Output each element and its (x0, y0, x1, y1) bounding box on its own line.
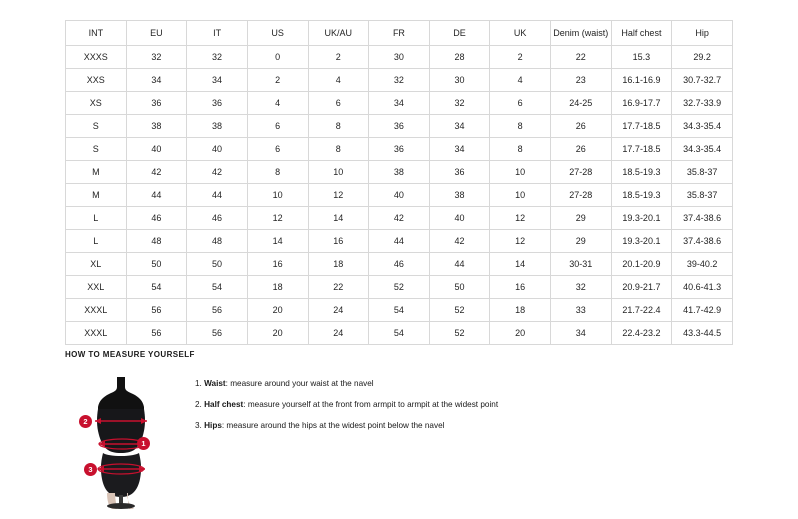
cell-fr: 54 (369, 322, 430, 345)
cell-eu: 54 (126, 276, 187, 299)
cell-half-chest: 19.3-20.1 (611, 230, 672, 253)
cell-denim-waist: 29 (551, 230, 612, 253)
cell-hip: 34.3-35.4 (672, 138, 733, 161)
cell-hip: 30.7-32.7 (672, 69, 733, 92)
cell-it: 54 (187, 276, 248, 299)
cell-int: S (66, 115, 127, 138)
cell-eu: 32 (126, 46, 187, 69)
table-body (66, 46, 733, 345)
cell-it: 34 (187, 69, 248, 92)
cell-hip: 29.2 (672, 46, 733, 69)
measure-note-text: : measure yourself at the front from armpit to armpit at the widest point (243, 399, 499, 409)
cell-uk: 12 (490, 230, 551, 253)
cell-us: 16 (247, 253, 308, 276)
cell-uk-au: 2 (308, 46, 369, 69)
cell-int: XXL (66, 276, 127, 299)
table-row (66, 322, 733, 345)
cell-it: 42 (187, 161, 248, 184)
cell-uk: 8 (490, 115, 551, 138)
column-header-hip: Hip (672, 21, 733, 46)
measure-note-text: : measure around your waist at the navel (225, 379, 374, 388)
cell-us: 8 (247, 161, 308, 184)
cell-half-chest: 22.4-23.2 (611, 322, 672, 345)
cell-us: 18 (247, 276, 308, 299)
measure-note-number: 1. (195, 379, 202, 388)
cell-hip: 39-40.2 (672, 253, 733, 276)
cell-eu: 40 (126, 138, 187, 161)
cell-half-chest: 16.1-16.9 (611, 69, 672, 92)
cell-uk: 6 (490, 92, 551, 115)
cell-half-chest: 19.3-20.1 (611, 207, 672, 230)
table-row (66, 46, 733, 69)
cell-de: 34 (429, 115, 490, 138)
cell-de: 52 (429, 322, 490, 345)
measure-badge-3: 3 (84, 463, 97, 476)
cell-it: 40 (187, 138, 248, 161)
cell-hip: 37.4-38.6 (672, 207, 733, 230)
cell-uk-au: 8 (308, 138, 369, 161)
cell-fr: 46 (369, 253, 430, 276)
cell-us: 6 (247, 138, 308, 161)
cell-eu: 46 (126, 207, 187, 230)
measure-note-term: Half chest (204, 399, 244, 409)
how-to-measure-section (65, 350, 765, 509)
cell-it: 38 (187, 115, 248, 138)
cell-denim-waist: 33 (551, 299, 612, 322)
cell-eu: 42 (126, 161, 187, 184)
column-header-eu: EU (126, 21, 187, 46)
measure-badge-2: 2 (79, 415, 92, 428)
cell-uk-au: 18 (308, 253, 369, 276)
cell-it: 44 (187, 184, 248, 207)
table-row (66, 184, 733, 207)
cell-int: XXXL (66, 299, 127, 322)
cell-half-chest: 18.5-19.3 (611, 184, 672, 207)
cell-us: 20 (247, 299, 308, 322)
cell-eu: 56 (126, 322, 187, 345)
cell-it: 48 (187, 230, 248, 253)
cell-fr: 52 (369, 276, 430, 299)
cell-fr: 42 (369, 207, 430, 230)
how-to-measure-body (65, 369, 765, 509)
cell-denim-waist: 27-28 (551, 184, 612, 207)
mannequin-illustration (65, 369, 180, 509)
cell-uk: 8 (490, 138, 551, 161)
column-header-denim-waist: Denim (waist) (551, 21, 612, 46)
cell-us: 6 (247, 115, 308, 138)
cell-de: 28 (429, 46, 490, 69)
table-row (66, 253, 733, 276)
measure-note-number: 2. (195, 399, 202, 409)
cell-int: XL (66, 253, 127, 276)
cell-hip: 40.6-41.3 (672, 276, 733, 299)
cell-de: 52 (429, 299, 490, 322)
cell-uk: 16 (490, 276, 551, 299)
cell-uk-au: 22 (308, 276, 369, 299)
cell-us: 14 (247, 230, 308, 253)
cell-int: XXXS (66, 46, 127, 69)
cell-de: 30 (429, 69, 490, 92)
cell-uk: 20 (490, 322, 551, 345)
cell-uk-au: 16 (308, 230, 369, 253)
cell-it: 32 (187, 46, 248, 69)
table-row (66, 138, 733, 161)
mannequin-figure (65, 369, 180, 509)
cell-it: 56 (187, 322, 248, 345)
cell-fr: 44 (369, 230, 430, 253)
cell-hip: 41.7-42.9 (672, 299, 733, 322)
cell-de: 34 (429, 138, 490, 161)
cell-fr: 32 (369, 69, 430, 92)
cell-denim-waist: 24-25 (551, 92, 612, 115)
cell-hip: 37.4-38.6 (672, 230, 733, 253)
column-header-us: US (247, 21, 308, 46)
measure-notes-list (195, 369, 498, 442)
cell-half-chest: 15.3 (611, 46, 672, 69)
cell-it: 50 (187, 253, 248, 276)
cell-uk: 14 (490, 253, 551, 276)
cell-uk: 4 (490, 69, 551, 92)
cell-int: M (66, 161, 127, 184)
column-header-uk: UK (490, 21, 551, 46)
cell-uk-au: 4 (308, 69, 369, 92)
cell-us: 20 (247, 322, 308, 345)
cell-eu: 44 (126, 184, 187, 207)
cell-denim-waist: 26 (551, 138, 612, 161)
cell-uk-au: 12 (308, 184, 369, 207)
cell-int: L (66, 230, 127, 253)
cell-fr: 34 (369, 92, 430, 115)
column-header-uk-au: UK/AU (308, 21, 369, 46)
cell-uk: 12 (490, 207, 551, 230)
cell-int: XS (66, 92, 127, 115)
cell-eu: 38 (126, 115, 187, 138)
cell-denim-waist: 29 (551, 207, 612, 230)
cell-it: 46 (187, 207, 248, 230)
cell-it: 56 (187, 299, 248, 322)
table-header (66, 21, 733, 46)
cell-int: M (66, 184, 127, 207)
measure-note-waist (195, 379, 498, 389)
cell-hip: 35.8-37 (672, 161, 733, 184)
cell-de: 38 (429, 184, 490, 207)
measure-note-half-chest (195, 400, 498, 410)
cell-int: XXXL (66, 322, 127, 345)
size-chart-table (65, 20, 733, 345)
cell-denim-waist: 23 (551, 69, 612, 92)
table-row (66, 299, 733, 322)
measure-note-hips (195, 421, 498, 431)
table-row (66, 276, 733, 299)
cell-eu: 56 (126, 299, 187, 322)
table-header-row (66, 21, 733, 46)
cell-uk-au: 8 (308, 115, 369, 138)
cell-half-chest: 21.7-22.4 (611, 299, 672, 322)
cell-half-chest: 17.7-18.5 (611, 115, 672, 138)
cell-de: 50 (429, 276, 490, 299)
cell-de: 44 (429, 253, 490, 276)
cell-eu: 50 (126, 253, 187, 276)
cell-it: 36 (187, 92, 248, 115)
cell-hip: 43.3-44.5 (672, 322, 733, 345)
column-header-fr: FR (369, 21, 430, 46)
cell-hip: 34.3-35.4 (672, 115, 733, 138)
cell-uk-au: 24 (308, 299, 369, 322)
cell-uk-au: 24 (308, 322, 369, 345)
cell-fr: 30 (369, 46, 430, 69)
measure-note-term: Hips (204, 420, 222, 430)
column-header-it: IT (187, 21, 248, 46)
cell-us: 2 (247, 69, 308, 92)
cell-de: 32 (429, 92, 490, 115)
column-header-int: INT (66, 21, 127, 46)
cell-de: 36 (429, 161, 490, 184)
cell-denim-waist: 32 (551, 276, 612, 299)
cell-denim-waist: 22 (551, 46, 612, 69)
table-row (66, 161, 733, 184)
table-row (66, 115, 733, 138)
cell-fr: 54 (369, 299, 430, 322)
cell-hip: 32.7-33.9 (672, 92, 733, 115)
cell-eu: 34 (126, 69, 187, 92)
cell-fr: 36 (369, 138, 430, 161)
cell-fr: 40 (369, 184, 430, 207)
cell-uk-au: 10 (308, 161, 369, 184)
cell-eu: 36 (126, 92, 187, 115)
cell-uk: 2 (490, 46, 551, 69)
cell-denim-waist: 27-28 (551, 161, 612, 184)
cell-de: 42 (429, 230, 490, 253)
cell-uk-au: 14 (308, 207, 369, 230)
table-row (66, 92, 733, 115)
table-row (66, 69, 733, 92)
cell-int: S (66, 138, 127, 161)
cell-int: XXS (66, 69, 127, 92)
cell-fr: 36 (369, 115, 430, 138)
cell-half-chest: 17.7-18.5 (611, 138, 672, 161)
cell-us: 12 (247, 207, 308, 230)
cell-uk: 10 (490, 184, 551, 207)
how-to-measure-title: HOW TO MEASURE YOURSELF (65, 350, 195, 359)
cell-us: 10 (247, 184, 308, 207)
cell-int: L (66, 207, 127, 230)
cell-uk-au: 6 (308, 92, 369, 115)
table-row (66, 230, 733, 253)
measure-badge-1: 1 (137, 437, 150, 450)
cell-us: 4 (247, 92, 308, 115)
table-row (66, 207, 733, 230)
cell-us: 0 (247, 46, 308, 69)
cell-eu: 48 (126, 230, 187, 253)
cell-fr: 38 (369, 161, 430, 184)
measure-note-text: : measure around the hips at the widest point below the navel (221, 420, 445, 430)
cell-half-chest: 18.5-19.3 (611, 161, 672, 184)
column-header-de: DE (429, 21, 490, 46)
cell-denim-waist: 30-31 (551, 253, 612, 276)
cell-half-chest: 20.9-21.7 (611, 276, 672, 299)
cell-uk: 10 (490, 161, 551, 184)
cell-denim-waist: 26 (551, 115, 612, 138)
cell-hip: 35.8-37 (672, 184, 733, 207)
cell-half-chest: 16.9-17.7 (611, 92, 672, 115)
cell-uk: 18 (490, 299, 551, 322)
cell-denim-waist: 34 (551, 322, 612, 345)
size-chart-container (65, 20, 733, 345)
cell-de: 40 (429, 207, 490, 230)
measure-note-term: Waist (204, 379, 226, 388)
cell-half-chest: 20.1-20.9 (611, 253, 672, 276)
measure-note-number: 3. (195, 420, 202, 430)
column-header-half-chest: Half chest (611, 21, 672, 46)
